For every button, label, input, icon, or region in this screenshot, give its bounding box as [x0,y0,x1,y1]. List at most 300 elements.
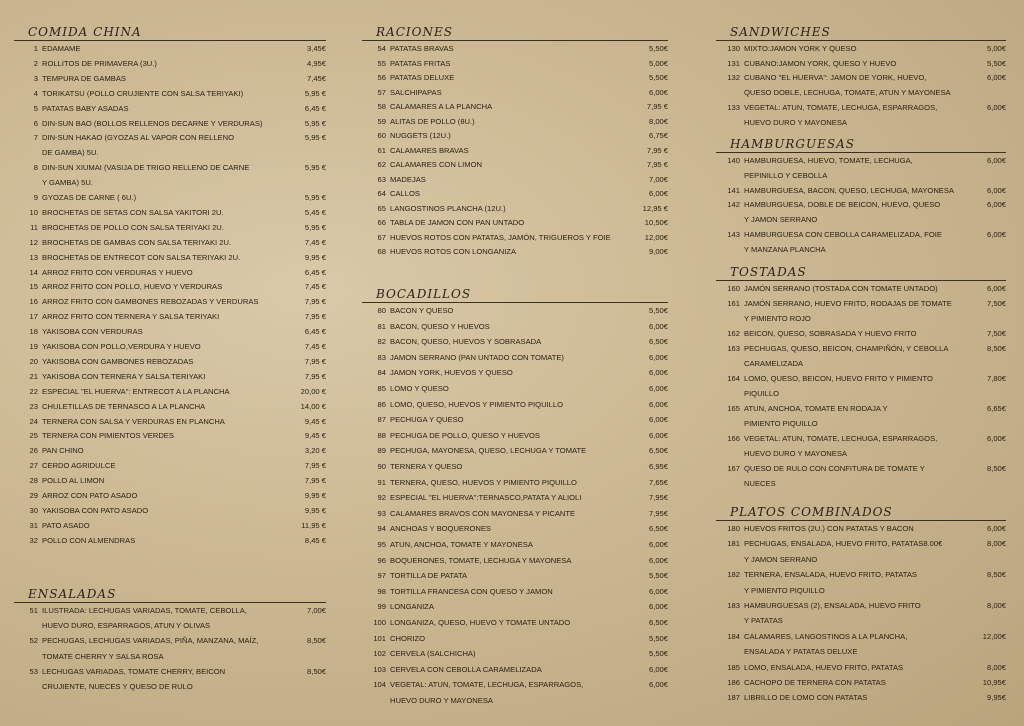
item-number: 26 [29,446,38,456]
item-name: HAMBURGUESAS (2), ENSALADA, HUEVO FRITO [744,601,921,610]
section-title: COMIDA CHINA [14,24,326,41]
item-name: SALCHIPAPAS [390,87,442,97]
item-number: 18 [29,327,38,337]
item-name: POLLO CON ALMENDRAS [42,535,136,545]
item-name: YAKISOBA CON POLLO,VERDURA Y HUEVO [42,342,201,351]
item-name: YAKISOBA CON VERDURAS [42,327,143,337]
item-price: 7,45 € [304,342,326,351]
item-price: 7,00€ [648,174,668,184]
item-price: 6,00€ [648,602,668,612]
item-name: TABLA DE JAMON CON PAN UNTADO [390,218,525,227]
item-number: 63 [377,174,386,184]
item-name: PECHUGAS, ENSALADA, HUEVO FRITO, PATATAS8.00€ [744,539,943,549]
item-number: 64 [377,189,386,198]
item-number: 9 [33,193,38,202]
item-price: 6,00€ [648,555,668,565]
item-price: 5,45 € [304,207,326,217]
comida-china-section [14,24,326,545]
item-description-continued: CARAMELIZADA [744,359,804,368]
item-name: EDAMAME [42,44,81,53]
item-price: 8,00€ [648,116,668,126]
item-number: 65 [377,203,386,213]
item-name: ARROZ FRITO CON VERDURAS Y HUEVO [42,267,193,277]
item-name: PECHUGA Y QUESO [390,415,464,425]
item-price: 5,50€ [648,44,668,53]
item-price: 7,95 € [304,312,326,322]
item-price: 6,45 € [304,103,326,113]
item-name: CERVELA CON CEBOLLA CARAMELIZADA [390,664,542,674]
item-number: 86 [377,399,386,409]
item-number: 143 [727,230,740,239]
item-name: LECHUGAS VARIADAS, TOMATE CHERRY, BEICON [42,666,226,676]
item-price: 9,95 € [304,491,326,500]
item-price: 6,00€ [648,189,668,198]
bocadillos-section [362,286,668,705]
item-name: PECHUGAS, LECHUGAS VARIADAS, PIÑA, MANZANA, MAÍZ, [42,636,259,646]
item-number: 142 [727,200,740,210]
item-number: 66 [377,218,386,227]
item-price: 5,50€ [648,649,668,659]
item-number: 161 [727,299,740,308]
item-name: BACON, QUESO, HUEVOS Y SOBRASADA [390,337,542,347]
item-name: CERVELA (SALCHICHA) [390,649,476,659]
item-number: 83 [377,352,386,362]
item-price: 6,00€ [648,540,668,549]
item-name: CACHOPO DE TERNERA CON PATATAS [744,678,886,687]
item-number: 102 [373,649,386,659]
item-name: TERNERA CON SALSA Y VERDURAS EN PLANCHA [42,416,225,426]
item-number: 132 [727,73,740,83]
item-name: HAMBURGUESA, DOBLE DE BEICON, HUEVO, QUESO [744,200,941,210]
item-number: 163 [727,344,740,353]
item-price: 9,45 € [304,431,326,441]
item-price: 6,00€ [986,185,1006,195]
item-description-continued: NUECES [744,479,776,488]
item-price: 12,00€ [982,631,1006,641]
sandwiches-section [716,24,1006,127]
item-number: 95 [377,540,386,549]
item-number: 94 [377,524,386,534]
item-number: 162 [727,329,740,338]
item-name: CERDO AGRIDULCE [42,461,116,471]
item-name: TEMPURA DE GAMBAS [42,73,126,83]
item-name: LOMO, QUESO, BEICON, HUEVO FRITO Y PIMIENTO [744,374,933,383]
item-price: 8,00€ [986,539,1006,549]
item-name: ATUN, ANCHOA, TOMATE Y MAYONESA [390,540,533,549]
item-name: LONGANIZA [390,602,434,612]
item-price: 5,50€ [648,633,668,643]
item-number: 25 [29,431,38,441]
item-number: 5 [33,103,38,113]
item-number: 14 [29,267,38,277]
item-price: 9,45 € [304,416,326,426]
item-number: 8 [33,163,38,173]
item-price: 7,95 € [304,461,326,471]
item-price: 6,95€ [648,462,668,471]
item-name: HUEVOS ROTOS CON LONGANIZA [390,247,517,256]
item-price: 20,00 € [300,386,326,396]
item-number: 17 [29,312,38,322]
item-number: 104 [373,680,386,690]
item-number: 166 [727,434,740,443]
item-price: 6,00€ [648,384,668,393]
item-description-continued: HUEVO DURO, ESPARRAGOS, ATUN Y OLIVAS [42,621,211,631]
item-price: 6,50€ [648,618,668,627]
item-name: TERNERA, ENSALADA, HUEVO FRITO, PATATAS [744,570,917,580]
item-number: 4 [33,88,38,98]
item-price: 11,95 € [301,520,326,530]
item-name: PATATAS FRITAS [390,58,451,68]
item-name: BROCHETAS DE POLLO CON SALSA TERIYAKI 2U. [42,222,224,232]
item-name: GYOZAS DE CARNE ( 6U.) [42,193,137,202]
item-price: 6,45 € [304,327,326,337]
item-name: CALAMARES CON LIMON [390,160,482,169]
item-number: 3 [33,73,38,83]
item-price: 6,00€ [648,352,668,362]
item-number: 7 [33,133,38,143]
item-number: 98 [377,586,386,596]
item-number: 51 [29,606,38,615]
item-number: 24 [29,416,38,426]
item-name: CALAMARES BRAVOS CON MAYONESA Y PICANTE [390,508,576,518]
item-price: 6,00€ [648,321,668,331]
item-name: VEGETAL: ATUN, TOMATE, LECHUGA, ESPARRAGOS, [390,680,584,690]
item-number: 23 [29,401,38,411]
item-number: 61 [377,145,386,155]
item-name: TORIKATSU (POLLO CRUJIENTE CON SALSA TERIYAKI) [42,88,244,98]
item-name: TERNERA CON PIMIENTOS VERDES [42,431,174,441]
item-price: 7,95 € [304,371,326,381]
item-name: LOMO Y QUESO [390,384,449,393]
item-name: ALITAS DE POLLO (8U.) [390,116,475,126]
item-description-continued: Y PIMIENTO ROJO [744,314,811,323]
item-name: JAMÓN SERRANO (TOSTADA CON TOMATE UNTADO) [744,284,938,293]
item-price: 7,95 € [304,297,326,307]
item-price: 6,00€ [648,87,668,97]
item-price: 7,95 € [304,356,326,366]
item-price: 5,00€ [648,58,668,68]
item-name: MIXTO:JAMON YORK Y QUESO [744,44,857,53]
item-description-continued: Y JAMON SERRANO [744,554,818,564]
item-price: 7,45 € [304,237,326,247]
item-number: 89 [377,446,386,456]
item-price: 5,95 € [304,222,326,232]
item-number: 19 [29,342,38,351]
item-price: 7,65€ [648,477,668,487]
item-number: 29 [29,491,38,500]
item-price: 8,00€ [986,601,1006,610]
item-number: 87 [377,415,386,425]
section-title: SANDWICHES [716,24,1006,41]
item-description-continued: QUESO DOBLE, LECHUGA, TOMATE, ATUN Y MAYONESA [744,88,951,98]
item-name: BROCHETAS DE GAMBAS CON SALSA TERIYAKI 2U. [42,237,232,247]
item-name: PAN CHINO [42,446,84,456]
item-number: 81 [377,321,386,331]
item-description-continued: Y GAMBA) 5U. [42,178,93,188]
item-name: VEGETAL: ATUN, TOMATE, LECHUGA, ESPARRAGOS, [744,102,938,112]
item-description-continued: HUEVO DURO Y MAYONESA [390,696,493,705]
item-number: 12 [29,237,38,247]
item-name: TORTILLA FRANCESA CON QUESO Y JAMON [390,586,553,596]
item-price: 8,50€ [986,570,1006,580]
item-price: 6,00€ [648,399,668,409]
item-number: 59 [377,116,386,126]
item-number: 97 [377,571,386,581]
item-price: 7,95€ [648,493,668,503]
item-price: 6,00€ [986,73,1006,83]
item-price: 8,45 € [304,535,326,545]
item-name: PECHUGA DE POLLO, QUESO Y HUEVOS [390,430,540,440]
item-name: HUEVOS ROTOS CON PATATAS, JAMÓN, TRIGUEROS Y FOIE [390,232,611,242]
item-price: 6,00€ [986,230,1006,239]
item-price: 9,95 € [304,252,326,262]
item-name: ARROZ FRITO CON POLLO, HUEVO Y VERDURAS [42,282,223,292]
item-name: TORTILLA DE PATATA [390,571,468,581]
item-price: 4,95€ [306,58,326,68]
item-name: POLLO AL LIMON [42,476,105,486]
item-name: ARROZ FRITO CON TERNERA Y SALSA TERIYAKI [42,312,220,322]
item-number: 91 [377,477,386,487]
item-name: LOMO, ENSALADA, HUEVO FRITO, PATATAS [744,662,904,672]
item-price: 6,75€ [648,131,668,140]
item-price: 5,95 € [304,163,326,173]
section-title: ENSALADAS [14,586,326,603]
item-number: 182 [727,570,740,580]
item-price: 6,00€ [986,524,1006,533]
item-number: 1 [33,44,38,53]
item-price: 7,80€ [986,374,1006,383]
item-number: 82 [377,337,386,347]
item-price: 6,00€ [986,156,1006,165]
item-name: CHORIZO [390,633,426,643]
item-price: 9,95 € [304,505,326,515]
item-number: 28 [29,476,38,486]
item-name: VEGETAL: ATUN, TOMATE, LECHUGA, ESPARRAGOS, [744,434,938,443]
item-price: 5,50€ [648,306,668,315]
item-name: CALAMARES, LANGOSTINOS A LA PLANCHA, [744,631,908,641]
item-number: 16 [29,297,38,307]
section-title: PLATOS COMBINADOS [716,504,1006,521]
item-price: 7,95€ [648,508,668,518]
item-price: 6,00€ [986,284,1006,293]
item-price: 5,95 € [304,133,326,143]
ensaladas-section [14,586,326,691]
section-title: RACIONES [362,24,668,41]
item-price: 5,50€ [986,58,1006,68]
item-name: CUBANO "EL HUERVA": JAMON DE YORK, HUEVO, [744,73,927,83]
item-number: 131 [727,58,740,68]
item-number: 67 [377,232,386,242]
item-number: 10 [29,207,38,217]
section-title: HAMBURGUESAS [716,136,1006,153]
item-name: LOMO, QUESO, HUEVOS Y PIMIENTO PIQUILLO [390,399,564,409]
item-price: 6,00€ [986,102,1006,112]
item-description-continued: Y MANZANA PLANCHA [744,244,826,254]
item-number: 90 [377,462,386,471]
item-name: YAKISOBA CON GAMBONES REBOZADAS [42,356,194,366]
item-number: 164 [727,374,740,383]
item-name: TERNERA, QUESO, HUEVOS Y PIMIENTO PIQUILLO [390,477,577,487]
item-name: DIN-SUN XIUMAI (VASIJA DE TRIGO RELLENO DE CARNE [42,163,250,173]
item-name: PATATAS BRAVAS [390,44,454,53]
item-number: 93 [377,508,386,518]
item-description-continued: ENSALADA Y PATATAS DELUXE [744,647,858,657]
item-number: 52 [29,636,38,646]
item-price: 7,50€ [986,299,1006,308]
item-number: 13 [29,252,38,262]
item-name: YAKISOBA CON TERNERA Y SALSA TERIYAKI [42,371,206,381]
item-name: JAMON SERRANO (PAN UNTADO CON TOMATE) [390,352,564,362]
item-name: ARROZ CON PATO ASADO [42,491,138,500]
item-number: 100 [373,618,386,627]
item-name: PATO ASADO [42,520,90,530]
item-price: 6,00€ [648,586,668,596]
item-price: 6,65€ [986,404,1006,413]
item-price: 7,45€ [306,73,326,83]
item-number: 27 [29,461,38,471]
item-price: 8,50€ [306,636,326,646]
item-number: 181 [727,539,740,549]
item-price: 7,45 € [304,282,326,292]
item-description-continued: Y PATATAS [744,616,783,626]
item-name: MADEJAS [390,174,426,184]
item-number: 32 [29,535,38,545]
item-number: 68 [377,247,386,256]
item-price: 6,00€ [986,200,1006,210]
item-price: 9,95€ [986,693,1006,703]
item-price: 6,00€ [648,430,668,440]
item-price: 12,95 € [642,203,668,213]
platos-combinados-section [716,504,1006,703]
item-number: 187 [727,693,740,703]
item-name: QUESO DE RULO CON CONFITURA DE TOMATE Y [744,464,925,473]
item-name: LIBRILLO DE LOMO CON PATATAS [744,693,868,703]
item-description-continued: TOMATE CHERRY Y SALSA ROSA [42,651,164,661]
item-number: 80 [377,306,386,315]
item-number: 160 [727,284,740,293]
item-name: CALAMARES BRAVAS [390,145,469,155]
item-price: 7,95 € [646,160,668,169]
item-name: ARROZ FRITO CON GAMBONES REBOZADAS Y VERDURAS [42,297,259,307]
item-description-continued: CRUJIENTE, NUECES Y QUESO DE RULO [42,682,193,691]
item-name: NUGGETS (12U.) [390,131,451,140]
item-number: 56 [377,73,386,82]
item-number: 101 [373,633,386,643]
item-price: 6,50€ [648,446,668,456]
item-number: 55 [377,58,386,68]
item-name: ESPECIAL "EL HUERVA":TERNASCO,PATATA Y ALIOLI [390,493,582,503]
item-price: 8,00€ [986,662,1006,672]
item-name: CUBANO:JAMON YORK, QUESO Y HUEVO [744,58,897,68]
item-name: BEICON, QUESO, SOBRASADA Y HUEVO FRITO [744,329,917,338]
raciones-section [362,24,668,256]
item-price: 6,00€ [648,415,668,425]
item-number: 57 [377,87,386,97]
item-name: LANGOSTINOS PLANCHA (12U.) [390,203,506,213]
item-price: 7,95 € [646,102,668,111]
item-name: PECHUGA, MAYONESA, QUESO, LECHUGA Y TOMATE [390,446,587,456]
item-description-continued: PEPINILLO Y CEBOLLA [744,170,828,180]
item-price: 12,00€ [644,232,668,242]
item-price: 5,50€ [648,571,668,581]
item-name: ROLLITOS DE PRIMAVERA (3U.) [42,58,157,68]
item-price: 5,00€ [986,44,1006,53]
item-price: 3,20 € [304,446,326,456]
item-price: 10,50€ [644,218,668,227]
item-number: 141 [727,185,740,195]
item-name: HAMBURGUESA, HUEVO, TOMATE, LECHUGA, [744,156,913,165]
item-description-continued: HUEVO DURO Y MAYONESA [744,449,847,458]
item-price: 5,50€ [648,73,668,82]
item-name: LONGANIZA, QUESO, HUEVO Y TOMATE UNTADO [390,618,571,627]
item-description-continued: Y JAMON SERRANO [744,215,818,225]
item-number: 88 [377,430,386,440]
item-number: 58 [377,102,386,111]
item-number: 130 [727,44,740,53]
item-name: DIN-SUN HAKAO (GYOZAS AL VAPOR CON RELLENO [42,133,234,143]
item-price: 5,95 € [304,118,326,128]
item-number: 22 [29,386,38,396]
item-price: 7,50€ [986,329,1006,338]
item-price: 6,50€ [648,337,668,347]
item-name: ILUSTRADA: LECHUGAS VARIADAS, TOMATE, CEBOLLA, [42,606,247,615]
tostadas-section [716,264,1006,488]
item-name: JAMÓN SERRANO, HUEVO FRITO, RODAJAS DE TOMATE [744,299,952,308]
item-number: 167 [727,464,740,473]
item-number: 85 [377,384,386,393]
item-number: 186 [727,678,740,687]
item-price: 8,50€ [986,344,1006,353]
item-description-continued: Y PIMIENTO PIQUILLO [744,585,825,595]
item-name: PECHUGAS, QUESO, BEICON, CHAMPIÑÓN, Y CEBOLLA [744,344,949,353]
item-number: 6 [33,118,38,128]
item-number: 20 [29,356,38,366]
item-price: 8,50€ [986,464,1006,473]
item-description-continued: DE GAMBA) 5U. [42,148,99,158]
item-price: 6,50€ [648,524,668,534]
item-number: 60 [377,131,386,140]
item-price: 6,00€ [648,664,668,674]
hamburguesas-section [716,136,1006,254]
item-name: BACON Y QUESO [390,306,454,315]
item-price: 6,45 € [304,267,326,277]
item-number: 96 [377,555,386,565]
item-description-continued: HUEVO DURO Y MAYONESA [744,117,847,127]
item-price: 6,00€ [648,680,668,690]
item-number: 11 [30,222,38,232]
item-name: PATATAS DELUXE [390,73,455,82]
item-name: ESPECIAL "EL HUERVA": ENTRECOT A LA PLANCHA [42,386,230,396]
item-price: 3,45€ [306,44,326,53]
item-price: 5,95 € [304,193,326,202]
item-number: 30 [29,505,38,515]
item-number: 180 [727,524,740,533]
item-number: 62 [377,160,386,169]
item-name: ATUN, ANCHOA, TOMATE EN RODAJA Y [744,404,888,413]
item-number: 84 [377,368,386,378]
item-name: CALAMARES A LA PLANCHA [390,102,493,111]
item-name: BROCHETAS DE ENTRECOT CON SALSA TERIYAKI 2U. [42,252,241,262]
item-number: 184 [727,631,740,641]
section-title: BOCADILLOS [362,286,668,303]
item-description-continued: PIQUILLO [744,389,780,398]
item-number: 92 [377,493,386,503]
item-name: TERNERA Y QUESO [390,462,463,471]
item-price: 7,00€ [306,606,326,615]
item-name: JAMON YORK, HUEVOS Y QUESO [390,368,513,378]
item-name: PATATAS BABY ASADAS [42,103,129,113]
item-number: 185 [727,662,740,672]
